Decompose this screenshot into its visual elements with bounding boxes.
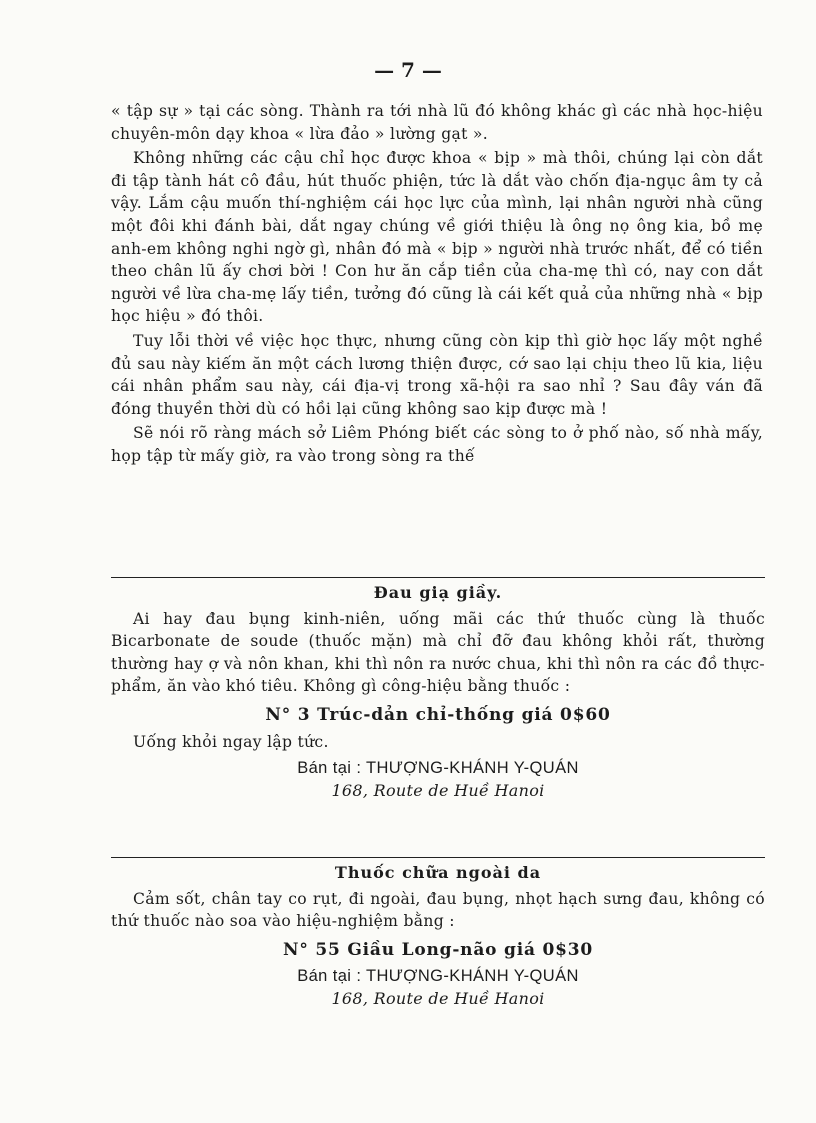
ad-product: N° 55 Giầu Long-não giá 0$30 bbox=[282, 939, 594, 960]
ad-address: 168, Route de Huề Hanoi bbox=[331, 988, 545, 1008]
page-number: — 7 — bbox=[374, 58, 442, 82]
ad-seller: Bán tại : THƯỢNG-KHÁNH Y-QUÁN bbox=[297, 967, 579, 986]
ad-note: Uống khỏi ngay lập tức. bbox=[133, 732, 329, 751]
ad-address: 168, Route de Huề Hanoi bbox=[331, 780, 545, 800]
ad-product: N° 3 Trúc-dản chỉ-thống giá 0$60 bbox=[265, 704, 611, 725]
section-divider bbox=[111, 577, 765, 578]
section-divider bbox=[111, 857, 765, 858]
ad-seller: Bán tại : THƯỢNG-KHÁNH Y-QUÁN bbox=[297, 759, 579, 778]
paragraph: Tuy lỗi thời về việc học thực, nhưng cũng còn kịp thì giờ học lấy một nghề đủ sau này kiếm ăn một cách lương thiện được, cớ sao lại chịu theo lũ kia, liệu cái nhân phẩm sau này, cái địa-vị trong xã-hội ra sao nhỉ ? Sau đây ván đã đóng thuyền thời dù có hồi lại cũng không sao kịp được mà ! bbox=[111, 331, 763, 418]
paragraph: « tập sự » tại các sòng. Thành ra tới nhà lũ đó không khác gì các nhà học-hiệu chuyên-môn dạy khoa « lừa đảo » lường gạt ». bbox=[111, 102, 763, 143]
advertisement-stomach-medicine bbox=[111, 582, 765, 802]
paragraph: Sẽ nói rõ ràng mách sở Liêm Phóng biết các sòng to ở phố nào, số nhà mấy, họp tập từ mấy giờ, ra vào trong sòng ra thế bbox=[111, 424, 763, 465]
ad-body: Cảm sốt, chân tay co rụt, đi ngoài, đau bụng, nhọt hạch sưng đau, không có thứ thuốc nào soa vào hiệu-nghiệm bằng : bbox=[111, 889, 765, 931]
ad-title: Thuốc chữa ngoài da bbox=[334, 863, 542, 882]
ad-body: Ai hay đau bụng kinh-niên, uống mãi các thứ thuốc cùng là thuốc Bicarbonate de soude (thuốc mặn) mà chỉ đỡ đau không khỏi rất, thường thường hay ợ và nôn khan, khi thì nôn ra nước chua, khi thì nôn ra các đồ thực-phẩm, ăn vào khó tiêu. Không gì công-hiệu bằng thuốc : bbox=[111, 609, 765, 696]
ad-title: Đau giạ giầy. bbox=[373, 583, 503, 602]
article-body bbox=[111, 100, 763, 470]
paragraph: Không những các cậu chỉ học được khoa « bịp » mà thôi, chúng lại còn dắt đi tập tành hát cô đầu, hút thuốc phiện, tức là dắt vào chốn địa-ngục âm ty cả vậy. Lắm cậu muốn thí-nghiệm cái học lực của mình, lại nhân người nhà cũng một đôi khi đánh bài, dắt ngay chúng về giới thiệu là ông nọ ông kia, bồ mẹ anh-em không nghi ngờ gì, nhân đó mà « bịp » người nhà trước nhất, để có tiền theo chân lũ ấy chơi bời ! Con hư ăn cắp tiền của cha-mẹ thì có, nay con dắt người về lừa cha-mẹ lấy tiền, tưởng đó cũng là cái kết quả của những nhà « bịp học hiệu » đó thôi. bbox=[111, 149, 763, 326]
advertisement-skin-medicine bbox=[111, 862, 765, 1011]
